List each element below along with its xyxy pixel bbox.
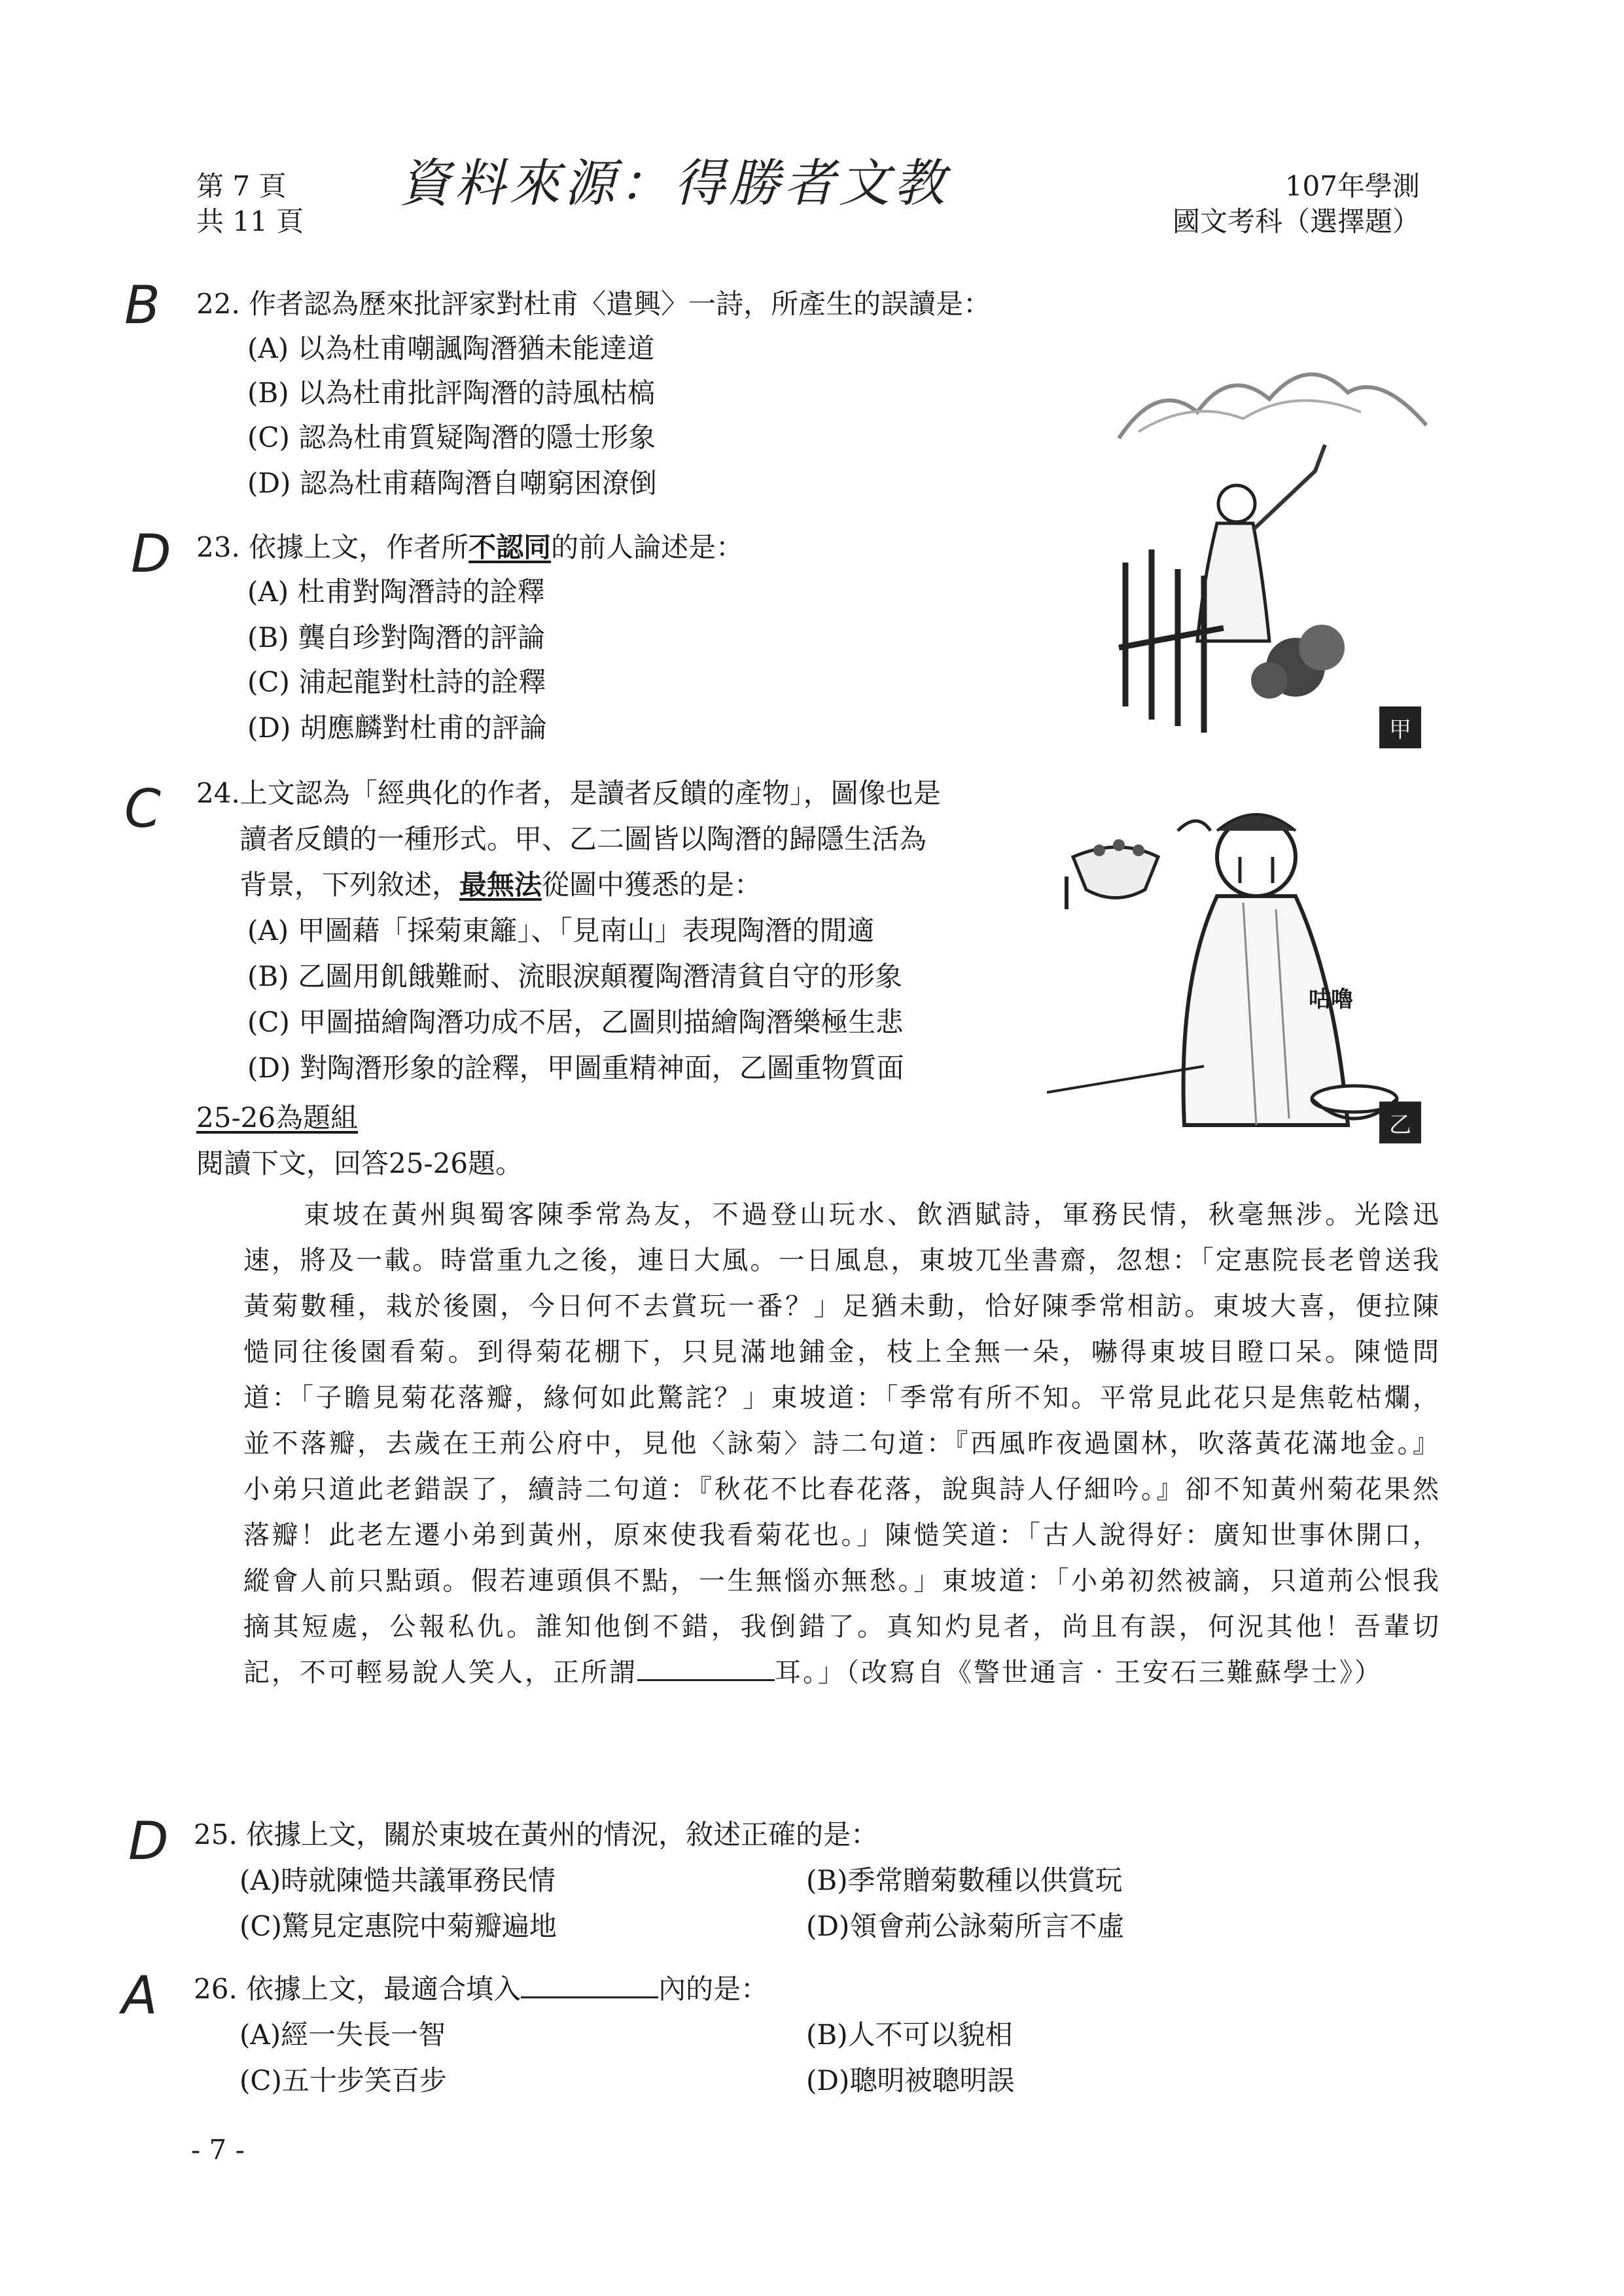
q26-stem-post: 內的是： [658, 1973, 769, 2005]
illustration-jia [1099, 340, 1439, 759]
q25-option-b: (B)季常贈菊數種以供賞玩 [806, 1864, 1123, 1896]
question-24-stem-line3 [239, 869, 762, 901]
q26-option-c: (C)五十步笑百步 [239, 2064, 447, 2096]
handwritten-answer-q23: D [131, 523, 171, 584]
q26-option-d: (D)聰明被聰明誤 [806, 2064, 1015, 2096]
q23-option-c: (C) 浦起龍對杜詩的詮釋 [247, 666, 546, 698]
passage-answer-blank [637, 1658, 775, 1681]
q23-stem-emphasis: 不認同 [468, 531, 552, 563]
exam-subject: 國文考科（選擇題） [1172, 205, 1420, 237]
handwritten-answer-q24: C [124, 778, 161, 839]
q23-stem-pre: 23. 依據上文，作者所 [196, 531, 469, 563]
q23-option-b: (B) 龔自珍對陶潛的評論 [247, 621, 545, 653]
q26-option-a: (A)經一失長一智 [239, 2019, 446, 2051]
exam-year: 107年學測 [1284, 170, 1420, 202]
illustration-jia-drawing [1099, 340, 1439, 759]
question-22-stem: 22. 作者認為歷來批評家對杜甫〈遣興〉一詩，所產生的誤讀是： [196, 288, 991, 320]
q26-answer-blank [521, 1975, 658, 1998]
illustration-yi-caption: 咕嚕 [1309, 986, 1353, 1013]
q23-option-a: (A) 杜甫對陶潛詩的詮釋 [247, 576, 545, 608]
question-26-stem [194, 1973, 768, 2006]
passage-text-before-blank: 東坡在黃州與蜀客陳季常為友，不過登山玩水、飲酒賦詩，軍務民情，秋毫無涉。光陰迅速，將及一載。時當重九之後，連日大風。一日風息，東坡兀坐書齋，忽想：「定惠院長老曾送我黃菊數種，栽於後園，今日何不去賞玩一番？」足猶未動，恰好陳季常相訪。東坡大喜，便拉陳慥同往後園看菊。到得菊花棚下，只見滿地鋪金，枝上全無一朵，嚇得東坡目瞪口呆。陳慥問道：「子瞻見菊花落瓣，緣何如此驚詫？」東坡道：「季常有所不知。平常見此花只是焦乾枯爛，並不落瓣，去歲在王荊公府中，見他〈詠菊〉詩二句道：『西風昨夜過園林，吹落黃花滿地金。』小弟只道此老錯誤了，續詩二句道：『秋花不比春花落，說與詩人仔細吟。』卻不知黃州菊花果然落瓣！此老左遷小弟到黃州，原來使我看菊花也。」陳慥笑道：「古人說得好：廣知世事休開口，縱會人前只點頭。假若連頭俱不點，一生無惱亦無愁。」東坡道：「小弟初然被謫，只道荊公恨我摘其短處，公報私仇。誰知他倒不錯，我倒錯了。真知灼見者，尚且有誤，何況其他！吾輩切記，不可輕易說人笑人，正所謂 [243, 1200, 1441, 1688]
q22-option-b: (B) 以為杜甫批評陶潛的詩風枯槁 [247, 377, 655, 409]
q22-option-c: (C) 認為杜甫質疑陶潛的隱士形象 [247, 421, 656, 453]
illustration-yi-label: 乙 [1379, 1102, 1421, 1143]
q26-option-b: (B)人不可以貌相 [806, 2019, 1013, 2051]
page-marker: - 7 - [191, 2134, 245, 2166]
question-25-stem: 25. 依據上文，關於東坡在黃州的情況，敘述正確的是： [194, 1818, 879, 1851]
question-24-stem-line2: 讀者反饋的一種形式。甲、乙二圖皆以陶潛的歸隱生活為 [239, 823, 927, 855]
group-title: 25-26為題組 [196, 1102, 359, 1134]
q23-option-d: (D) 胡應麟對杜甫的評論 [247, 712, 547, 744]
page-number: 第 7 頁 [196, 170, 287, 202]
q25-option-a: (A)時就陳慥共議軍務民情 [239, 1864, 556, 1896]
handwritten-answer-q25: D [128, 1811, 169, 1871]
q24-stem-pre: 背景，下列敘述， [239, 869, 460, 901]
question-24-stem-line1: 24.上文認為「經典化的作者，是讀者反饋的產物」，圖像也是 [196, 777, 941, 809]
handwritten-answer-q22: B [124, 275, 160, 336]
group-intro: 閱讀下文，回答25-26題。 [196, 1147, 523, 1179]
illustration-jia-label: 甲 [1379, 706, 1421, 748]
passage-text-after-blank: 耳。」（改寫自《警世通言‧王安石三難蘇學士》） [775, 1658, 1383, 1688]
q24-stem-emphasis: 最無法 [459, 869, 542, 901]
q24-option-d: (D) 對陶潛形象的詮釋，甲圖重精神面，乙圖重物質面 [247, 1052, 904, 1084]
q24-option-a: (A) 甲圖藉「採菊東籬」、「見南山」表現陶潛的閒適 [247, 914, 875, 947]
reading-passage [243, 1192, 1441, 1696]
illustration-yi [1047, 785, 1439, 1151]
q22-option-a: (A) 以為杜甫嘲諷陶潛猶未能達道 [247, 332, 655, 364]
q26-stem-pre: 26. 依據上文，最適合填入 [194, 1973, 521, 2005]
q24-stem-post: 從圖中獲悉的是： [542, 869, 762, 901]
source-note-handwritten: 資料來源：得勝者文教 [399, 154, 949, 213]
q22-option-d: (D) 認為杜甫藉陶潛自嘲窮困潦倒 [247, 467, 657, 499]
illustration-yi-drawing [1047, 785, 1439, 1151]
page-total: 共 11 頁 [196, 205, 304, 237]
q23-stem-post: 的前人論述是： [551, 531, 744, 563]
q24-option-c: (C) 甲圖描繪陶潛功成不居，乙圖則描繪陶潛樂極生悲 [247, 1006, 904, 1038]
q25-option-d: (D)領會荊公詠菊所言不虛 [806, 1910, 1125, 1942]
handwritten-answer-q26: A [122, 1965, 158, 2026]
q25-option-c: (C)驚見定惠院中菊瓣遍地 [239, 1910, 557, 1942]
q24-option-b: (B) 乙圖用飢餓難耐、流眼淚顛覆陶潛清貧自守的形象 [247, 960, 902, 992]
question-23-stem [196, 531, 743, 564]
